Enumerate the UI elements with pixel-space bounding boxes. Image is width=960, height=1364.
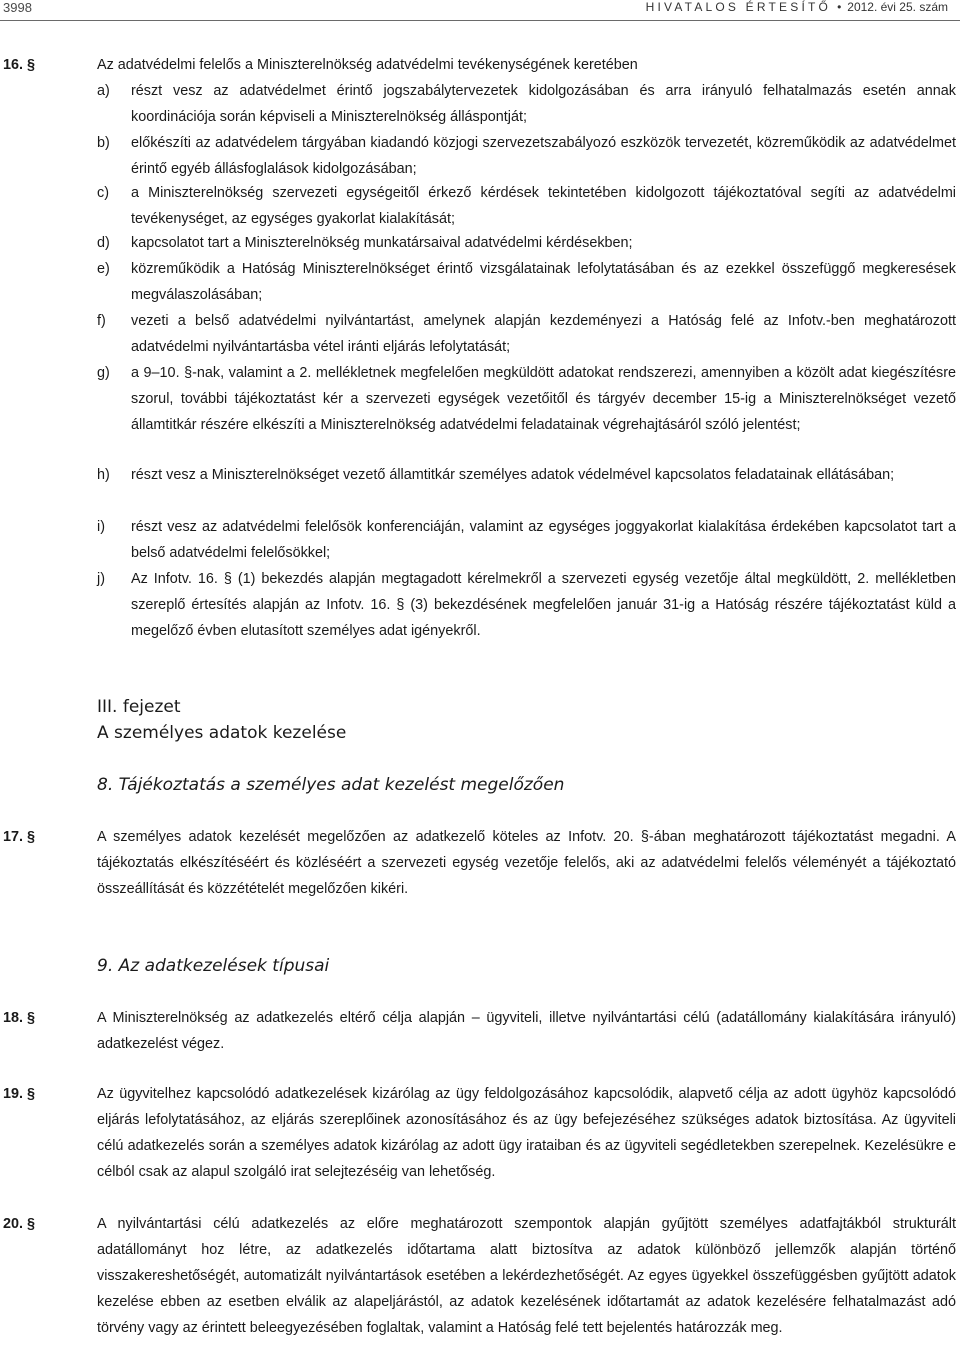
item-text: a Miniszterelnökség szervezeti egységeitől érkező kérdések tekintetében kidolgozott tájékoztatóval segíti az adatvédelmi tevékenységet, az egységes gyakorlat kialakítását;	[131, 185, 956, 227]
subsection-title-8: 8. Tájékoztatás a személyes adat kezelést megelőzően	[97, 775, 565, 795]
section-number: 18. §	[3, 1010, 36, 1026]
header-rule	[0, 20, 960, 21]
section-number: 16. §	[3, 57, 36, 73]
item-text: részt vesz az adatvédelmet érintő jogszabálytervezetek kidolgozásában és arra irányuló felhatalmazás esetén annak koordinációja során képviseli a Miniszterelnökség álláspontját;	[131, 83, 956, 125]
item-label: c)	[97, 185, 109, 201]
section-text: Az ügyvitelhez kapcsolódó adatkezelések kizárólag az ügy feldolgozásához kapcsolódik, alapvető célja az adott ügyhöz kapcsolódó eljárás lefolytatásához, az eljárás szereplőinek azonosításához és az ügy befejezéséhez szükséges adatok biztosítása. Az ügyviteli célú adatkezelés során a személyes adatok kizárólag az adott ügy irataiban és az ügyviteli segédletekben szerepelnek. Kezelésükre e célból csak az alapul szolgáló irat selejtezéséig van lehetőség.	[97, 1086, 956, 1180]
item-label: j)	[97, 571, 105, 587]
item-label: b)	[97, 135, 110, 151]
journal-name: HIVATALOS ÉRTESÍTŐ	[645, 0, 832, 14]
issue-info: 2012. évi 25. szám	[847, 0, 948, 14]
journal-title	[646, 0, 948, 14]
item-text: Az Infotv. 16. § (1) bekezdés alapján megtagadott kérelmekről a szervezeti egység vezetője által megküldött, 2. mellékletben szereplő értesítés alapján az Infotv. 16. § (3) bekezdésének megfelelően január 31-ig a Hatóság részére tájékoztatást küld a megelőző évben elutasított személyes adat igényekről.	[131, 571, 956, 639]
section-number: 20. §	[3, 1216, 36, 1232]
item-label: d)	[97, 235, 110, 251]
section-text: A nyilvántartási célú adatkezelés az előre meghatározott szempontok alapján gyűjtött személyes adatfajtákból strukturált adatállományt hoz létre, az adatkezelés időtartama alatt biztosítva az adatok különböző jellemzők alapján történő visszakereshetőségét, automatizált nyilvántartások esetében a lekérdezhetőségét. Az egyes ügyekkel összefüggésben gyűjtött adatok kezelése ebben az esetben elválik az alapeljárástól, az adatok kezelésének időtartamát az adatok kezelésére felhatalmazást adó törvény vagy az érintett beleegyezésében foglaltak, valamint a Hatóság felé tett bejelentés határozzák meg.	[97, 1216, 956, 1336]
separator-dot: •	[837, 0, 842, 14]
item-text: részt vesz a Miniszterelnökséget vezető államtitkár személyes adatok védelmével kapcsolatos feladatainak ellátásában;	[131, 467, 895, 483]
section-text: A Miniszterelnökség az adatkezelés eltérő célja alapján – ügyviteli, illetve nyilvántartási célú (adatállomány kialakítására irányuló) adatkezelést végez.	[97, 1010, 956, 1052]
item-label: f)	[97, 313, 106, 329]
chapter-title: A személyes adatok kezelése	[97, 723, 347, 743]
item-label: i)	[97, 519, 105, 535]
item-text: kapcsolatot tart a Miniszterelnökség munkatársaival adatvédelmi kérdésekben;	[131, 235, 633, 251]
chapter-number: III. fejezet	[97, 697, 181, 717]
running-header	[0, 0, 960, 22]
item-label: g)	[97, 365, 110, 381]
section-number: 17. §	[3, 829, 36, 845]
section-intro: Az adatvédelmi felelős a Miniszterelnökség adatvédelmi tevékenységének keretében	[97, 57, 638, 73]
item-text: közreműködik a Hatóság Miniszterelnökséget érintő vizsgálatainak lefolytatásában és az ezekkel összefüggő megkeresések megválaszolásában;	[131, 261, 956, 303]
item-text: részt vesz az adatvédelmi felelősök konferenciáján, valamint az egységes joggyakorlat kialakítása érdekében kapcsolatot tart a belső adatvédelmi felelősökkel;	[131, 519, 956, 561]
section-number: 19. §	[3, 1086, 36, 1102]
item-text: vezeti a belső adatvédelmi nyilvántartást, amelynek alapján kezdeményezi a Hatóság felé az Infotv.-ben meghatározott adatvédelmi nyilvántartásba vétel iránti eljárás lefolytatását;	[131, 313, 956, 355]
item-label: e)	[97, 261, 110, 277]
item-text: előkészíti az adatvédelem tárgyában kiadandó közjogi szervezetszabályozó eszközök tervezetét, közreműködik az adatvédelmet érintő egyéb állásfoglalások kidolgozásában;	[131, 135, 956, 177]
item-text: a 9–10. §-nak, valamint a 2. mellékletnek megfelelően megküldött adatokat rendszerezi, amennyiben a közölt adat kiegészítésre szorul, további tájékoztatást kér a szervezeti egységek vezetőitől és tárgyév december 15-ig a Miniszterelnökséget vezető államtitkár részére elkészíti a Miniszterelnökség adatvédelmi feladatainak végrehajtásáról szóló jelentést;	[131, 365, 956, 433]
item-label: h)	[97, 467, 110, 483]
page-number: 3998	[3, 0, 32, 15]
section-text: A személyes adatok kezelését megelőzően az adatkezelő köteles az Infotv. 20. §-ában meghatározott tájékoztatást megadni. A tájékoztatás elkészítéséért és közléséért a szervezeti egység vezetője felelős, aki az adatvédelmi felelős véleményét a tájékoztató összeállítását és közzétételét megelőzően kikéri.	[97, 829, 956, 897]
subsection-title-9: 9. Az adatkezelések típusai	[97, 956, 330, 976]
item-label: a)	[97, 83, 110, 99]
